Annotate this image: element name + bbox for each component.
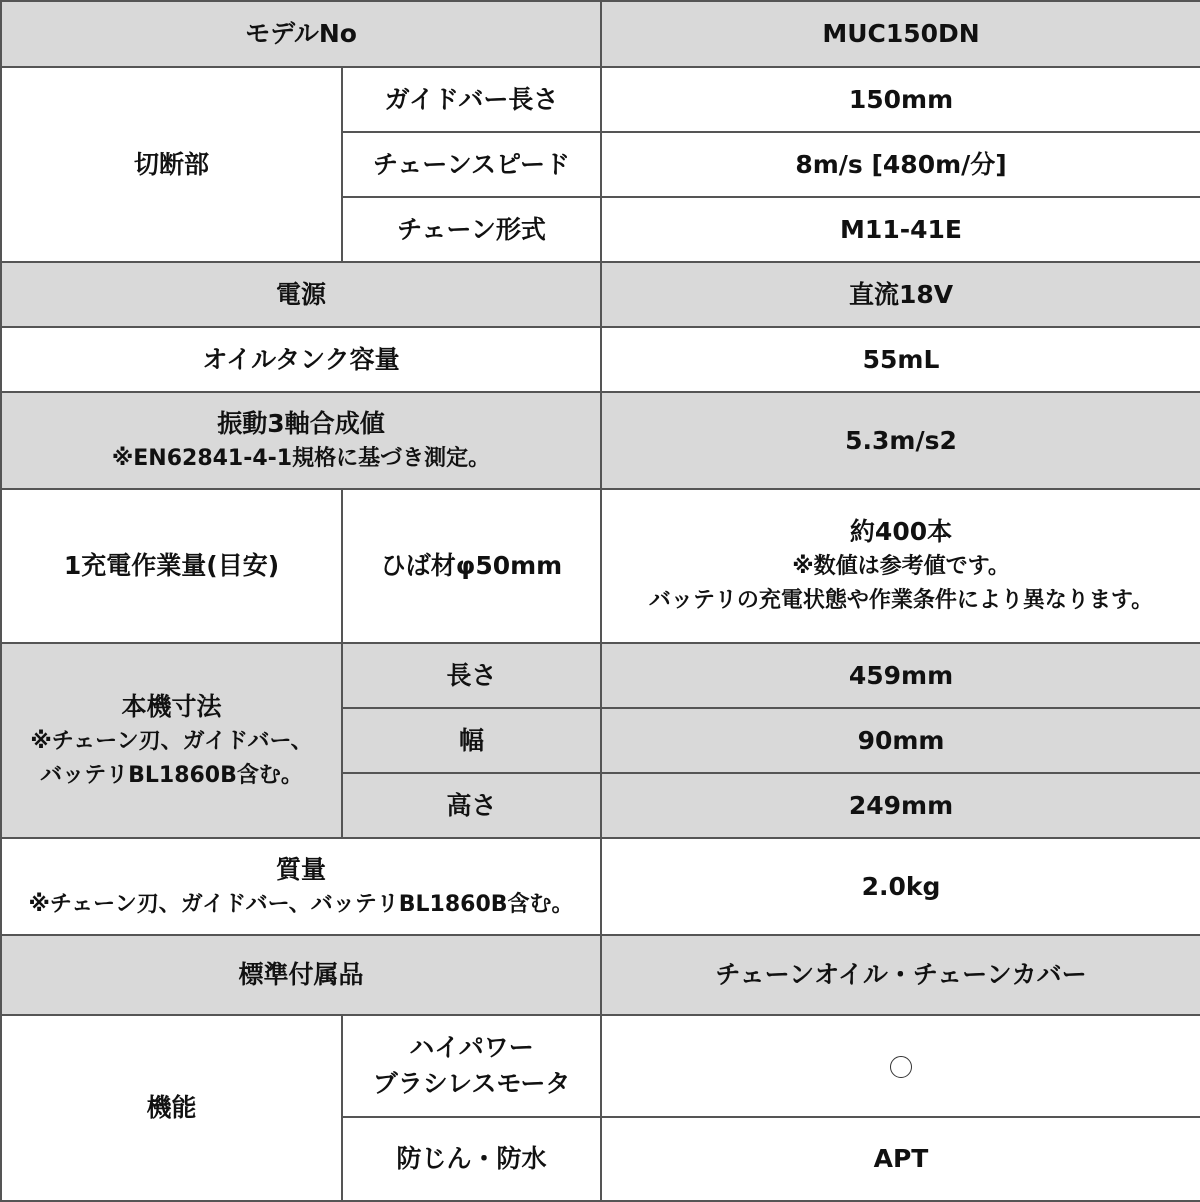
- dimensions-label: 本機寸法: [121, 691, 222, 721]
- chain-type-label: チェーン形式: [342, 197, 601, 262]
- power-value: 直流18V: [601, 262, 1200, 327]
- dust-water-label: 防じん・防水: [342, 1117, 601, 1201]
- chain-speed-value: 8m/s [480m/分]: [601, 132, 1200, 197]
- work-per-charge-note2: バッテリの充電状態や作業条件により異なります。: [648, 588, 1154, 613]
- model-value: MUC150DN: [601, 1, 1200, 67]
- brushless-motor-value: [601, 1015, 1200, 1117]
- weight-value: 2.0kg: [601, 838, 1200, 935]
- table-row-work-per-charge: [1, 489, 1200, 643]
- table-row-model: [1, 1, 1200, 67]
- chain-type-value: M11-41E: [601, 197, 1200, 262]
- table-row-length: [1, 643, 1200, 708]
- cutting-label: 切断部: [1, 67, 342, 262]
- length-value: 459mm: [601, 643, 1200, 708]
- work-per-charge-label: 1充電作業量(目安): [1, 489, 342, 643]
- work-per-charge-note1: ※数値は参考値です。: [792, 554, 1010, 579]
- weight-label-cell: [1, 838, 601, 935]
- guide-bar-value: 150mm: [601, 67, 1200, 132]
- vibration-value: 5.3m/s2: [601, 392, 1200, 489]
- table-row-guide-bar: [1, 67, 1200, 132]
- guide-bar-label: ガイドバー長さ: [342, 67, 601, 132]
- vibration-note: ※EN62841-4-1規格に基づき測定。: [111, 445, 491, 471]
- dimensions-note1: ※チェーン刃、ガイドバー、: [30, 728, 313, 754]
- work-per-charge-sublabel: ひば材φ50mm: [342, 489, 601, 643]
- width-value: 90mm: [601, 708, 1200, 773]
- height-value: 249mm: [601, 773, 1200, 838]
- table-row-brushless-motor: [1, 1015, 1200, 1117]
- table-row-power: [1, 262, 1200, 327]
- dust-water-value: APT: [601, 1117, 1200, 1201]
- brushless-motor-label-line2: ブラシレスモータ: [372, 1069, 571, 1098]
- work-per-charge-value-cell: [601, 489, 1200, 643]
- dimensions-note2: バッテリBL1860B含む。: [40, 762, 303, 788]
- work-per-charge-value: 約400本: [849, 517, 953, 546]
- brushless-motor-label-line1: ハイパワー: [409, 1033, 534, 1062]
- brushless-motor-label-cell: [342, 1015, 601, 1117]
- table-row-vibration: [1, 392, 1200, 489]
- chain-speed-label: チェーンスピード: [342, 132, 601, 197]
- features-label: 機能: [1, 1015, 342, 1201]
- oil-tank-label: オイルタンク容量: [1, 327, 601, 392]
- accessories-value: チェーンオイル・チェーンカバー: [601, 935, 1200, 1015]
- power-label: 電源: [1, 262, 601, 327]
- table-row-weight: [1, 838, 1200, 935]
- weight-label: 質量: [276, 854, 327, 884]
- vibration-label: 振動3軸合成値: [217, 408, 385, 438]
- height-label: 高さ: [342, 773, 601, 838]
- circle-mark-icon: [890, 1056, 912, 1078]
- dimensions-label-cell: [1, 643, 342, 838]
- weight-note: ※チェーン刃、ガイドバー、バッテリBL1860B含む。: [28, 891, 574, 917]
- table-row-oil-tank: [1, 327, 1200, 392]
- table-row-accessories: [1, 935, 1200, 1015]
- length-label: 長さ: [342, 643, 601, 708]
- width-label: 幅: [342, 708, 601, 773]
- vibration-label-cell: [1, 392, 601, 489]
- model-label: モデルNo: [1, 1, 601, 67]
- accessories-label: 標準付属品: [1, 935, 601, 1015]
- oil-tank-value: 55mL: [601, 327, 1200, 392]
